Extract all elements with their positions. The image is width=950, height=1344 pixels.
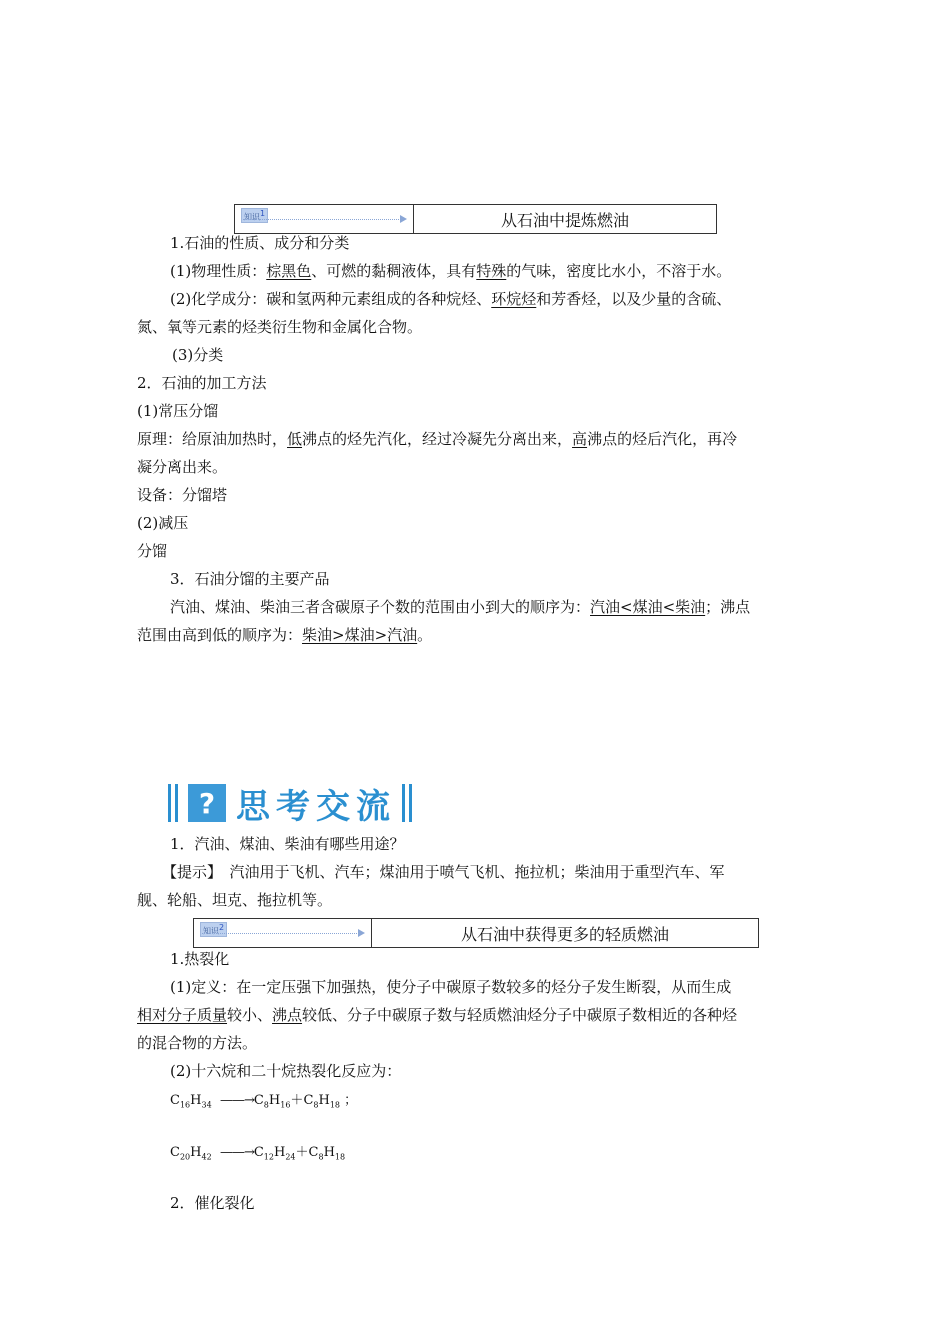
question-1: 1．汽油、煤油、柴油有哪些用途？ [170,835,405,853]
para-principle-2: 凝分离出来。 [137,458,228,476]
banner-bar [175,784,178,822]
para-vacuum: (2)减压 [137,514,189,532]
heading-products: 3．石油分馏的主要产品 [170,570,330,588]
question-icon: ? [188,784,226,822]
dotted-line [202,933,363,934]
heading-properties: 1.石油的性质、成分和分类 [170,234,350,252]
banner-bar [402,784,405,822]
hint-1: 【提示】 汽油用于飞机、汽车；煤油用于喷气飞机、拖拉机；柴油用于重型汽车、军 [162,863,725,881]
arrow-right-icon [358,929,365,937]
reaction-2: $C_{20}H_{42}$ $——\to C_{12}H_{24}+C_8H_{18}$ [170,1145,346,1162]
knowledge-tag: 知识$^1$ [241,208,268,223]
knowledge-tag-area [235,205,414,233]
banner-title: 思考交流 [236,786,396,827]
para-physical: (1)物理性质：棕黑色、可燃的黏稠液体，具有特殊的气味，密度比水小，不溶于水。 [170,262,732,280]
knowledge-header-2 [193,918,759,948]
heading-thermal-cracking: 1.热裂化 [170,950,230,968]
reaction-1: $C_{16}H_{34}$ $——\to C_8H_{16}+C_8H_{18}$ ； [170,1093,358,1110]
think-banner [168,780,416,826]
para-reactions: (2)十六烷和二十烷热裂化反应为： [170,1062,402,1080]
para-equipment: 设备：分馏塔 [137,486,228,504]
banner-bar [409,784,412,822]
section-title: 从石油中获得更多的轻质燃油 [460,924,669,944]
para-definition-2: 相对分子质量较小、沸点较低、分子中碳原子数与轻质燃油烃分子中碳原子数相近的各种烃 [137,1006,738,1024]
para-distill: 分馏 [137,542,168,560]
para-chemical-1: (2)化学成分：碳和氢两种元素组成的各种烷烃、环烷烃和芳香烃，以及少量的含硫、 [170,290,732,308]
para-chemical-2: 氮、氧等元素的烃类衍生物和金属化合物。 [137,318,423,336]
knowledge-tag: 知识$^2$ [200,922,227,937]
knowledge-tag-area [194,919,372,947]
arrow-right-icon [400,215,407,223]
reaction-arrow: ——→ [219,1145,254,1160]
banner-bar [168,784,171,822]
section-title: 从石油中提炼燃油 [500,210,629,230]
heading-processing: 2．石油的加工方法 [137,374,267,392]
hint-2: 舰、轮船、坦克、拖拉机等。 [137,891,333,909]
heading-catalytic-cracking: 2．催化裂化 [170,1194,255,1212]
reaction-arrow: ——→ [219,1093,254,1108]
dotted-line [243,219,405,220]
para-atmospheric: (1)常压分馏 [137,402,219,420]
para-principle-1: 原理：给原油加热时，低沸点的烃先汽化，经过冷凝先分离出来，高沸点的烃后汽化，再冷 [137,430,738,448]
para-products-1: 汽油、煤油、柴油三者含碳原子个数的范围由小到大的顺序为：汽油<煤油<柴油；沸点 [170,598,751,616]
para-products-2: 范围由高到低的顺序为：柴油>煤油>汽油。 [137,626,433,644]
para-classification: (3)分类 [172,346,224,364]
knowledge-header-1 [234,204,717,234]
para-definition-3: 的混合物的方法。 [137,1034,258,1052]
para-definition-1: (1)定义：在一定压强下加强热，使分子中碳原子数较多的烃分子发生断裂，从而生成 [170,978,732,996]
